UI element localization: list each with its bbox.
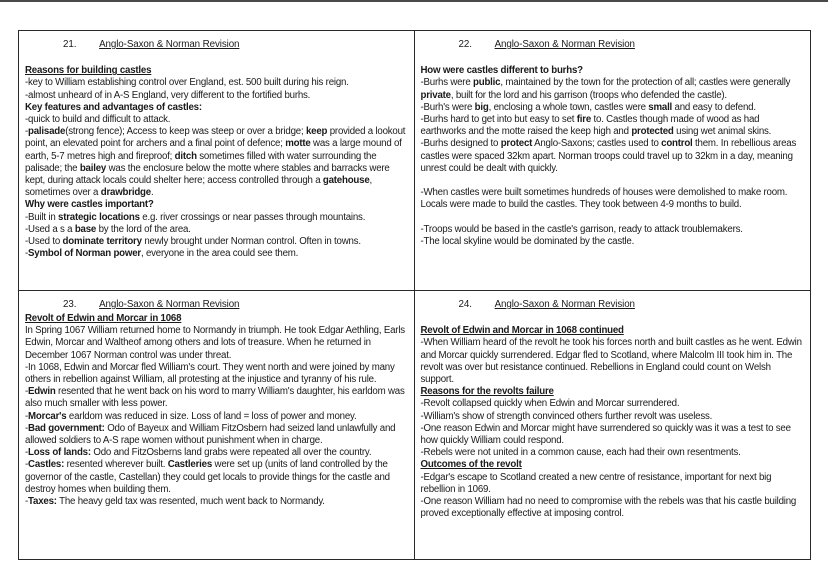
- paragraph: Revolt of Edwin and Morcar in 1068 continued: [420, 325, 624, 337]
- card-header: [25, 298, 409, 312]
- card-header: [25, 38, 409, 52]
- card-body: [421, 313, 806, 520]
- window-top-edge: [0, 0, 828, 2]
- revision-cards-table: [18, 30, 811, 560]
- paragraph: -One reason William had no need to compromise with the rebels was that his castle building proved exceptionally effective at imposing control.: [420, 496, 797, 520]
- card-number: 24.: [458, 299, 472, 310]
- paragraph: [421, 313, 806, 325]
- paragraph: -Burhs designed to protect Anglo-Saxons; castles used to control them. In rebellious areas castles were spaced 32km apart. Norman troops could travel up to 32km in a day, meaning unrest could be dealt with quickly.: [420, 138, 797, 174]
- card-number: 23.: [63, 299, 77, 310]
- paragraph: -Used to dominate territory newly brought under Norman control. Often in towns.: [25, 236, 361, 248]
- card-header: [421, 298, 806, 312]
- card-header: [421, 38, 806, 52]
- paragraph: -Used a s a base by the lord of the area.: [25, 223, 191, 235]
- card-title: Anglo-Saxon & Norman Revision: [494, 299, 635, 310]
- paragraph: In Spring 1067 William returned home to Normandy in triumph. He took Edgar Aethling, Earls Edwin, Morcar and Waltheof among others and lots of treasure. When he returned in December 1067 Norman control was under threat.: [25, 325, 405, 361]
- card-24: [415, 291, 811, 559]
- paragraph: -One reason Edwin and Morcar might have surrendered so quickly was it was a test to see how quickly William could respond.: [420, 422, 791, 447]
- paragraph: -When castles were built sometimes hundreds of houses were demolished to make room. Locals were made to build the castles. They took between 4-9 months to build.: [420, 187, 788, 211]
- paragraph: -Morcar's earldom was reduced in size. Loss of land = loss of power and money.: [25, 410, 357, 422]
- card-title: Anglo-Saxon & Norman Revision: [99, 299, 240, 310]
- paragraph: -When William heard of the revolt he took his forces north and built castles as he went. Edwin and Morcar quickly surrendered. Edgar fled to Scotland, where Malcolm III took him in. The revolt was over but resistance continued. Rebellions in England could count on Welsh support.: [420, 337, 802, 386]
- paragraph: -Castles: resented wherever built. Castleries were set up (units of land controlled by the governor of the castle, Castellan) they could get locals to provide things for the castle and destroy homes when building them.: [25, 459, 390, 495]
- paragraph: -Troops would be based in the castle's garrison, ready to attack troublemakers.: [420, 223, 743, 235]
- paragraph: [421, 53, 806, 65]
- paragraph: [25, 53, 409, 65]
- paragraph: Outcomes of the revolt: [420, 459, 522, 471]
- paragraph: -Built in strategic locations e.g. river crossings or near passes through mountains.: [25, 211, 366, 223]
- card-22: [415, 31, 811, 291]
- paragraph: How were castles different to burhs?: [420, 65, 583, 77]
- card-number: 21.: [63, 39, 77, 50]
- card-body: [25, 53, 409, 260]
- paragraph: Reasons for the revolts failure: [420, 386, 554, 398]
- paragraph: [421, 175, 806, 187]
- card-21: [19, 31, 415, 291]
- paragraph: -Burhs hard to get into but easy to set fire to. Castles though made of wood as had earthworks and the motte raised the keep high and protected using wet animal skins.: [420, 114, 772, 138]
- card-number: 22.: [458, 39, 472, 50]
- paragraph: -Rebels were not united in a common cause, each had their own resentments.: [420, 447, 741, 459]
- paragraph: -William's show of strength convinced others further revolt was useless.: [420, 410, 713, 422]
- paragraph: -Symbol of Norman power, everyone in the area could see them.: [25, 248, 299, 260]
- paragraph: -Burhs were public, maintained by the town for the protection of all; castles were generally private, built for the lord and his garrison (troops who defended the castle).: [420, 77, 791, 101]
- card-body: [421, 53, 806, 248]
- paragraph: Why were castles important?: [25, 199, 154, 211]
- paragraph: -The local skyline would be dominated by the castle.: [420, 236, 635, 248]
- card-title: Anglo-Saxon & Norman Revision: [494, 39, 635, 50]
- paragraph: -quick to build and difficult to attack.: [25, 114, 171, 126]
- paragraph: [421, 212, 806, 224]
- paragraph: -Burh's were big, enclosing a whole town, castles were small and easy to defend.: [420, 101, 756, 113]
- paragraph: -In 1068, Edwin and Morcar fled William's court. They went north and were joined by many others in rebellion against William, all protesting at the injustice and tyranny of his rule.: [25, 361, 395, 386]
- paragraph: -Bad government: Odo of Bayeux and William FitzOsbern had seized land unlawfully and allowed soldiers to A-S rape women without punishment when in charge.: [25, 422, 396, 447]
- card-23: [19, 291, 415, 559]
- paragraph: -Taxes: The heavy geld tax was resented, much went back to Normandy.: [25, 496, 325, 508]
- paragraph: Revolt of Edwin and Morcar in 1068: [25, 313, 182, 324]
- paragraph: Key features and advantages of castles:: [25, 101, 202, 113]
- paragraph: -Loss of lands: Odo and FitzOsberns land grabs were repeated all over the country.: [25, 447, 372, 459]
- paragraph: Reasons for building castles: [25, 65, 152, 77]
- paragraph: -almost unheard of in A-S England, very different to the fortified burhs.: [25, 89, 311, 101]
- paragraph: -Revolt collapsed quickly when Edwin and Morcar surrendered.: [420, 398, 680, 410]
- paragraph: -Edwin resented that he went back on his word to marry William's daughter, his earldom was also much smaller with less power.: [25, 386, 405, 410]
- paragraph: -Edgar's escape to Scotland created a new centre of resistance, important for next big rebellion in 1069.: [420, 471, 772, 495]
- paragraph: -palisade(strong fence); Access to keep was steep or over a bridge; keep provided a lookout point, an elevated point for archers and a final point of defence; motte was a large mound of earth, 5-7 metres high and fireproof; ditch sometimes filled with water surrounding the palisade; the bailey was the enclosure below the motte where stables and barracks were kept, during attack locals could shelter here; access controlled through a gatehouse, sometimes over a drawbridge.: [25, 126, 406, 199]
- card-title: Anglo-Saxon & Norman Revision: [99, 39, 240, 50]
- card-body: [25, 313, 409, 508]
- paragraph: -key to William establishing control over England, est. 500 built during his reign.: [25, 77, 349, 89]
